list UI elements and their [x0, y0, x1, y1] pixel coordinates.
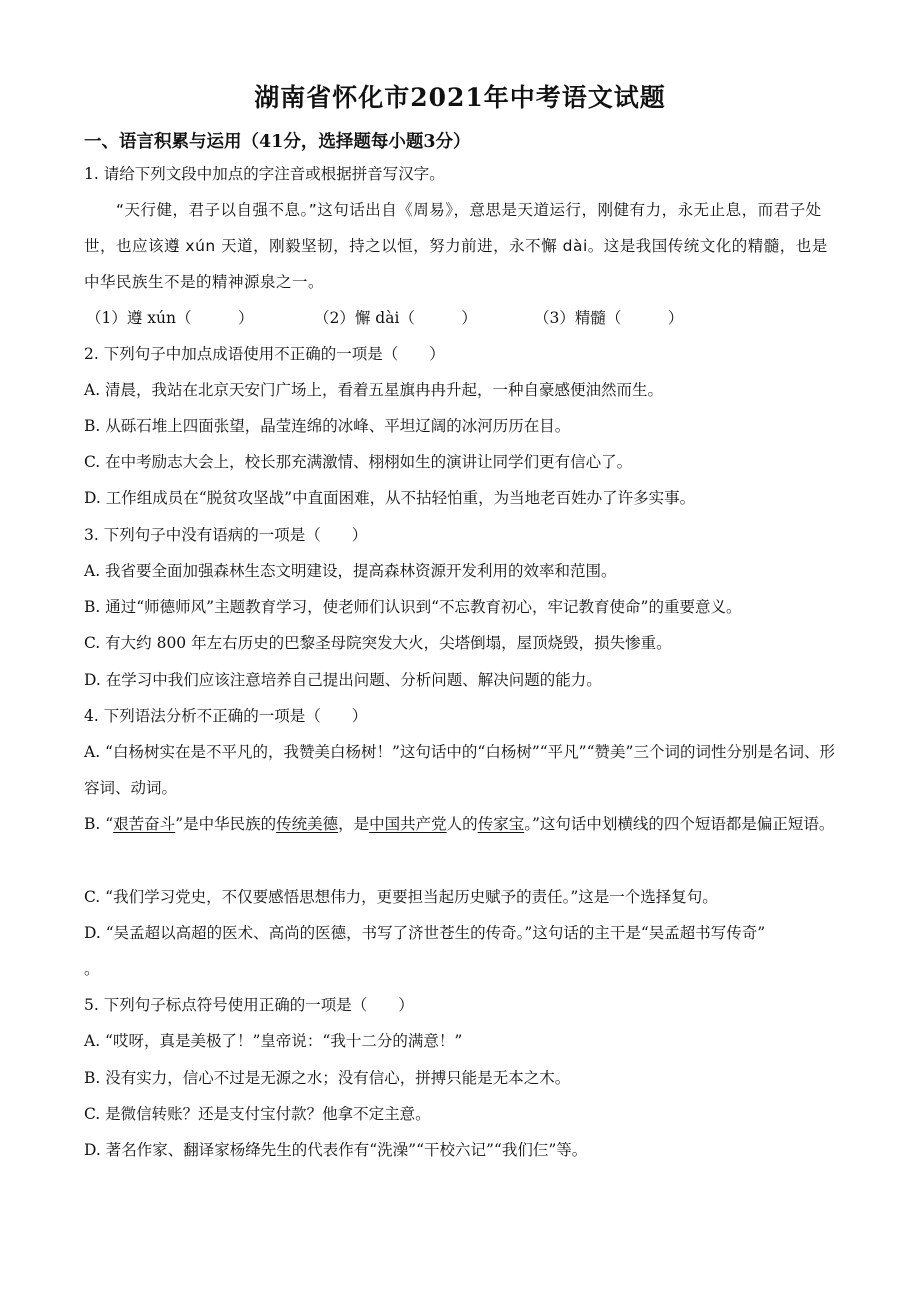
- q4-b-text: B. “: [84, 815, 114, 833]
- q4-option-c: C. “我们学习党史，不仅要感悟思想伟力，更要担当起历史赋予的责任。”这是一个选择复句。: [84, 888, 718, 906]
- q4-option-a: A. “白杨树实在是不平凡的，我赞美白杨树！”这句话中的“白杨树”“平凡”“赞美”三个词的词性分别是名词、形容词、动词。: [84, 743, 835, 797]
- q3-option-a: A. 我省要全面加强森林生态文明建设，提高森林资源开发利用的效率和范围。: [84, 562, 617, 580]
- q4-b-underline-2: 传统美德: [276, 815, 339, 833]
- q2-option-d: D. 工作组成员在“脱贫攻坚战”中直面困难，从不拈轻怕重，为当地老百姓办了许多实事。: [84, 489, 696, 507]
- q4-b-underline-1: 艰苦奋斗: [113, 815, 176, 833]
- q4-stem: 4. 下列语法分析不正确的一项是（ ）: [84, 707, 368, 725]
- q2-option-c: C. 在中考励志大会上，校长那充满激情、栩栩如生的演讲让同学们更有信心了。: [84, 453, 633, 471]
- q3-stem: 3. 下列句子中没有语病的一项是（ ）: [84, 526, 368, 544]
- q4-b-text: ”是中华民族的: [175, 815, 277, 833]
- q1-blank-1: （1）遵 xún（ ）: [86, 309, 254, 327]
- q4-b-text: 人的: [446, 815, 478, 833]
- q5-option-c: C. 是微信转账？还是支付宝付款？他拿不定主意。: [84, 1105, 431, 1123]
- q3-option-c: C. 有大约 800 年左右历史的巴黎圣母院突发大火，尖塔倒塌，屋顶烧毁，损失惨重。: [84, 634, 672, 652]
- q1-passage-text: “天行健，君子以自强不息。”这句话出自《周易》，意思是天道运行，刚健有力，永无止息，而君子处世，也应该遵 xún 天道，刚毅坚韧，持之以恒，努力前进，永不懈 dài。这是我国传统文化的精髓，也是中华民族生不是的精神源泉之一。: [84, 201, 828, 291]
- q4-option-b: [84, 806, 840, 842]
- q1-passage: [84, 192, 836, 300]
- q2-option-b: B. 从砾石堆上四面张望，晶莹连绵的冰峰、平坦辽阔的冰河历历在目。: [84, 417, 571, 435]
- q4-b-underline-4: 传家宝: [477, 815, 525, 833]
- q4-b-underline-3: 中国共产党: [369, 815, 447, 833]
- q1-blank-2: （2）懈 dài（ ）: [314, 309, 477, 327]
- q4-option-d: D. “吴孟超以高超的医术、高尚的医德，书写了济世苍生的传奇。”这句话的主干是“吴孟超书写传奇”: [84, 924, 766, 942]
- q3-option-b: B. 通过“师德师风”主题教育学习，使老师们认识到“不忘教育初心，牢记教育使命”的重要意义。: [84, 598, 742, 616]
- page-title: 湖南省怀化市2021年中考语文试题: [254, 83, 666, 112]
- q4-b-text: ，是: [338, 815, 370, 833]
- q3-option-d: D. 在学习中我们应该注意培养自己提出问题、分析问题、解决问题的能力。: [84, 671, 602, 689]
- q2-option-a: A. 清晨，我站在北京天安门广场上，看着五星旗冉冉升起，一种自豪感便油然而生。: [84, 381, 664, 399]
- q2-stem: 2. 下列句子中加点成语使用不正确的一项是（ ）: [84, 345, 445, 363]
- q5-option-b: B. 没有实力，信心不过是无源之水；没有信心，拼搏只能是无本之木。: [84, 1069, 571, 1087]
- q5-stem: 5. 下列句子标点符号使用正确的一项是（ ）: [84, 996, 414, 1014]
- q5-option-d: D. 著名作家、翻译家杨绛先生的代表作有“洗澡”“干校六记”“我们仨”等。: [84, 1141, 588, 1159]
- q4-option-d-end: 。: [84, 960, 100, 978]
- q1-stem: 1. 请给下列文段中加点的字注音或根据拼音写汉字。: [84, 165, 445, 183]
- q4-b-text: 。”这句话中划横线的四个短语都是偏正短语。: [524, 815, 835, 833]
- q1-blank-3: （3）精髓（ ）: [534, 309, 684, 327]
- q5-option-a: A. “哎呀，真是美极了！”皇帝说：“我十二分的满意！”: [84, 1032, 463, 1050]
- section-heading: 一、语言积累与运用（41分，选择题每小题3分）: [84, 132, 471, 152]
